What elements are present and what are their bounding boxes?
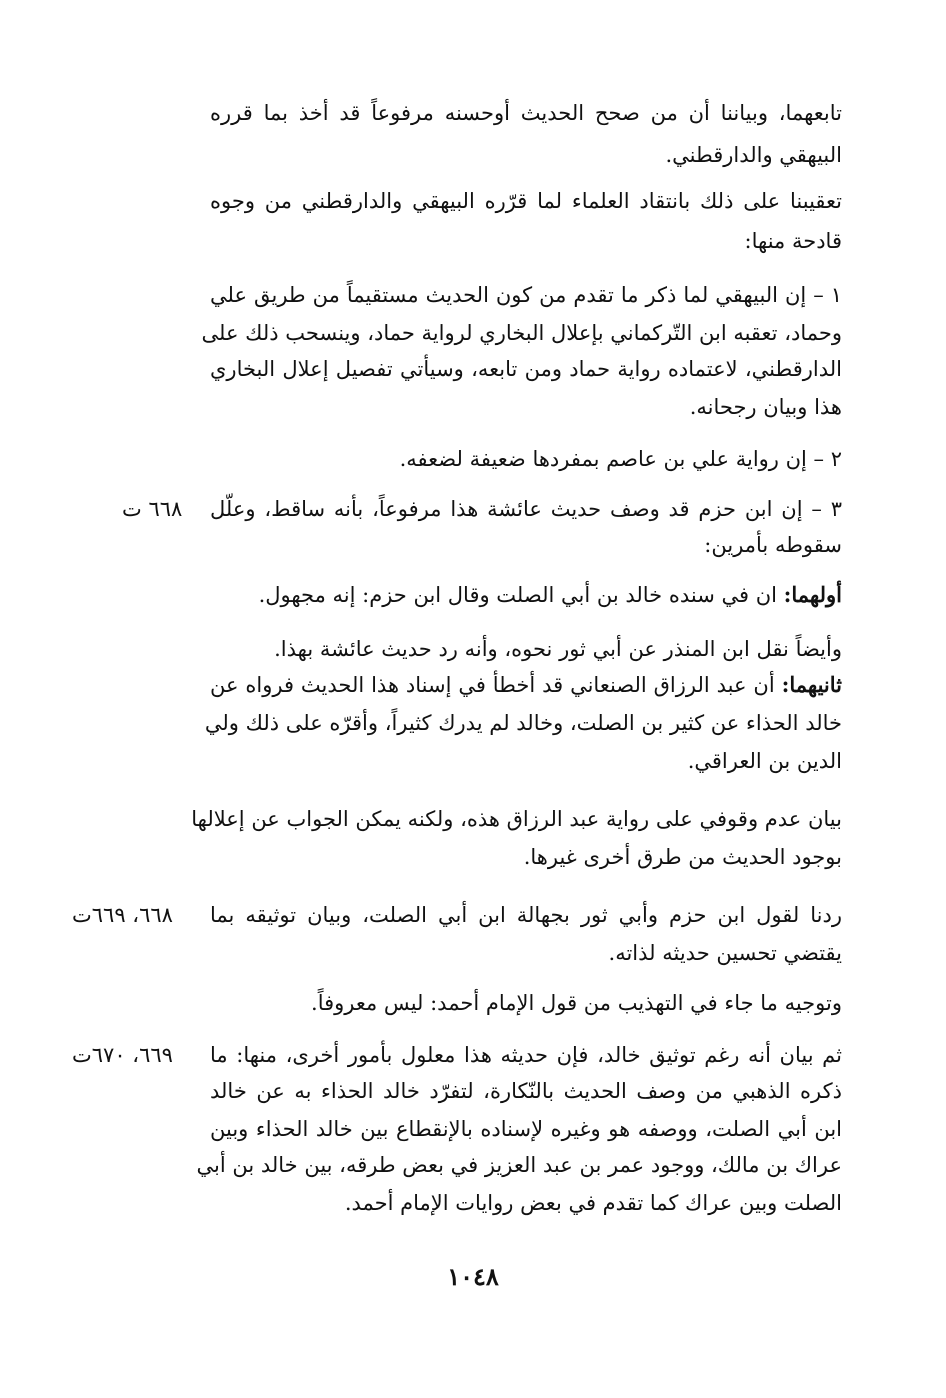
- lead-text: ان في سنده خالد بن أبي الصلت وقال ابن حزم: إنه مجهول.: [258, 583, 777, 607]
- text-line: [259, 580, 842, 610]
- text-line: عراك بن مالك، ووجود عمر بن عبد العزيز في بعض طرقه، بين خالد بن أبي: [196, 1153, 842, 1177]
- text-line: بوجود الحديث من طرق أخرى غيرها.: [523, 845, 842, 869]
- text-line: يقتضي تحسين حديثه لذاته.: [608, 941, 842, 965]
- text-line: ردنا لقول ابن حزم وأبي ثور بجهالة ابن أبي الصلت، وبيان توثيقه بما: [210, 903, 842, 927]
- text-line: قادحة منها:: [744, 229, 842, 253]
- text-line: [210, 670, 842, 700]
- text-line: البيهقي والدارقطني.: [665, 143, 842, 167]
- text-line: ٣ – إن ابن حزم قد وصف حديث عائشة هذا مرفوعاً، بأنه ساقط، وعلّل: [210, 497, 842, 521]
- text-line: خالد الحذاء عن كثير بن الصلت، وخالد لم يدرك كثيراً، وأقرّه على ذلك ولي: [204, 711, 842, 735]
- margin-reference: ٦٦٨، ٦٦٩ت: [72, 903, 173, 927]
- text-line: الصلت وبين عراك كما تقدم في بعض روايات الإمام أحمد.: [344, 1191, 842, 1215]
- text-line: ذكره الذهبي من وصف الحديث بالنّكارة، لتفرّد خالد الحذاء به عن خالد: [210, 1079, 842, 1103]
- text-line: سقوطه بأمرين:: [704, 533, 842, 557]
- text-line: تابعهما، وبياننا أن من صحح الحديث أوحسنه مرفوعاً قد أخذ بما قرره: [210, 101, 842, 125]
- text-line: وحماد، تعقبه ابن التّركماني بإعلال البخاري لرواية حماد، وينسحب ذلك على: [201, 321, 842, 345]
- margin-reference: ٦٦٨ ت: [122, 497, 183, 521]
- text-line: ابن أبي الصلت، ووصفه هو وغيره لإسناده بالإنقطاع بين خالد الحذاء وبين: [210, 1117, 842, 1141]
- lead-term: ثانيهما:: [781, 672, 842, 697]
- text-line: الدين بن العراقي.: [687, 749, 842, 773]
- text-line: ٢ – إن رواية علي بن عاصم بمفردها ضعيفة لضعفه.: [399, 447, 842, 471]
- page-number: ١٠٤٨: [447, 1262, 499, 1291]
- margin-reference: ٦٦٩، ٦٧٠ت: [72, 1043, 173, 1067]
- text-line: وتوجيه ما جاء في التهذيب من قول الإمام أحمد: ليس معروفاً.: [311, 991, 842, 1015]
- text-line: ١ – إن البيهقي لما ذكر ما تقدم من كون الحديث مستقيماً من طريق علي: [210, 283, 842, 307]
- text-line: وأيضاً نقل ابن المنذر عن أبي ثور نحوه، وأنه رد حديث عائشة بهذا.: [274, 637, 842, 661]
- text-line: هذا وبيان رجحانه.: [689, 395, 842, 419]
- text-line: ثم بيان أنه رغم توثيق خالد، فإن حديثه هذا معلول بأمور أخرى، منها: ما: [210, 1043, 842, 1067]
- lead-text: أن عبد الرزاق الصنعاني قد أخطأ في إسناد هذا الحديث فرواه عن: [210, 673, 775, 697]
- text-line: تعقيبنا على ذلك بانتقاد العلماء لما قرّره البيهقي والدارقطني من وجوه: [210, 189, 842, 213]
- lead-term: أولهما:: [783, 582, 842, 607]
- text-line: بيان عدم وقوفي على رواية عبد الرزاق هذه، ولكنه يمكن الجواب عن إعلالها: [191, 807, 842, 831]
- text-line: الدارقطني، لاعتماده رواية حماد ومن تابعه، وسيأتي تفصيل إعلال البخاري: [210, 357, 842, 381]
